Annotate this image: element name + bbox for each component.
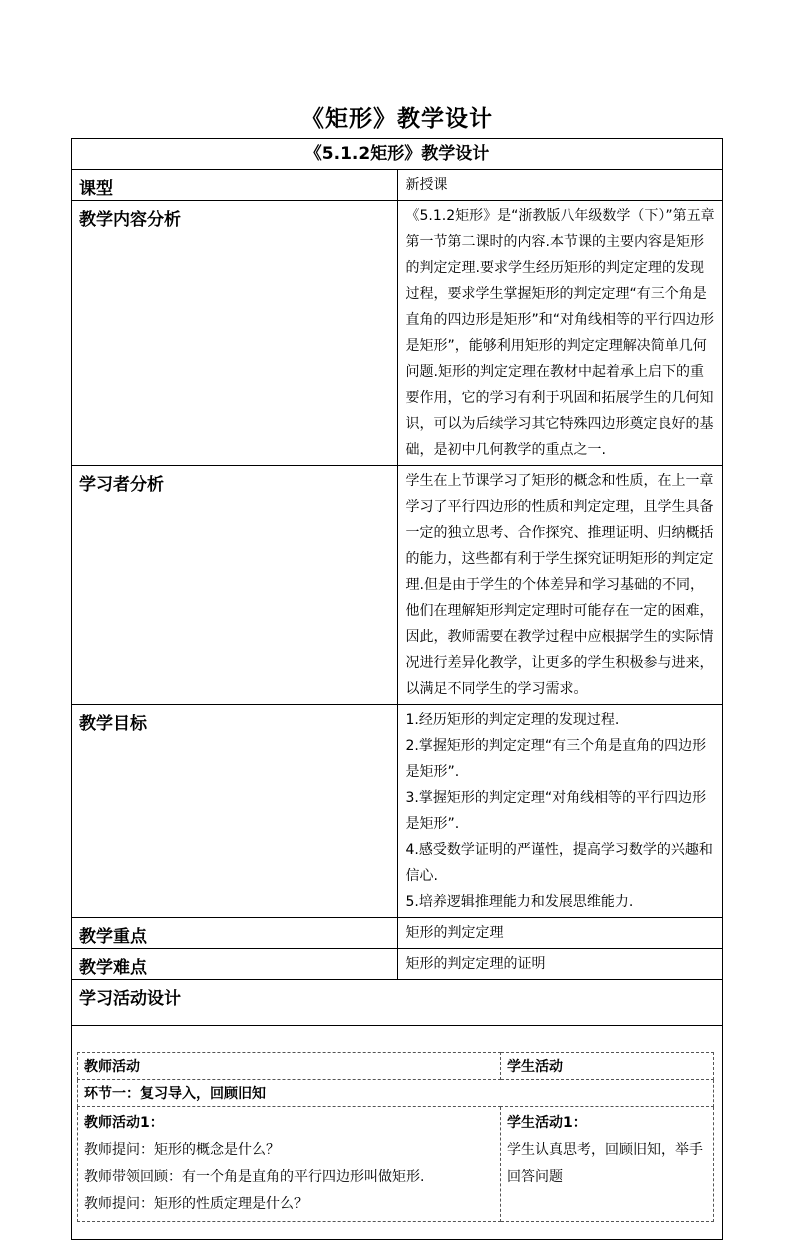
content-analysis-text: 《5.1.2矩形》是“浙教版八年级数学（下）”第五章第一节第二课时的内容.本节课的主要内容是矩形的判定定理.要求学生经历矩形的判定定理的发现过程，要求学生掌握矩形的判定定理“有三个角是直角的四边形是矩形”和“对角线相等的平行四边形是矩形”，能够利用矩形的判定定理解决简单几何问题.矩形的判定定理在教材中起着承上启下的重要作用，它的学习有利于巩固和拓展学生的几何知识，可以为后续学习其它特殊四边形奠定良好的基础，是初中几何教学的重点之一.: [397, 201, 723, 466]
teacher-line: 教师带领回顾：有一个角是直角的平行四边形叫做矩形.: [84, 1169, 425, 1185]
objective-item: 4.感受数学证明的严谨性，提高学习数学的兴趣和信心.: [405, 842, 713, 884]
section-title: 环节一：复习导入，回顾旧知: [78, 1080, 714, 1107]
lesson-type-value: 新授课: [397, 170, 723, 201]
activity-design-heading: 学习活动设计: [72, 980, 723, 1026]
teacher-activity-cell: [78, 1107, 501, 1222]
objectives-list: [397, 705, 723, 918]
student-activity-cell: [501, 1107, 714, 1222]
teacher-line: 教师提问：矩形的概念是什么？: [84, 1142, 280, 1158]
row-label-learner-analysis: 学习者分析: [72, 466, 398, 705]
teacher-activity-header: 教师活动: [78, 1053, 501, 1080]
objective-item: 1.经历矩形的判定定理的发现过程.: [405, 712, 620, 728]
difficulties-value: 矩形的判定定理的证明: [397, 949, 723, 980]
document-title: 《矩形》教学设计: [301, 106, 493, 132]
student-activity-title: 学生活动1：: [507, 1115, 587, 1131]
student-activity-text: 学生认真思考，回顾旧知，举手回答问题: [507, 1142, 703, 1185]
activity-design-area: [72, 1026, 723, 1240]
row-label-lesson-type: 课型: [72, 170, 398, 201]
teacher-activity-title: 教师活动1：: [84, 1115, 164, 1131]
objective-item: 2.掌握矩形的判定定理“有三个角是直角的四边形是矩形”.: [405, 738, 707, 780]
row-label-content-analysis: 教学内容分析: [72, 201, 398, 466]
learner-analysis-text: 学生在上节课学习了矩形的概念和性质，在上一章学习了平行四边形的性质和判定定理，且学生具备一定的独立思考、合作探究、推理证明、归纳概括的能力，这些都有利于学生探究证明矩形的判定定理.但是由于学生的个体差异和学习基础的不同，他们在理解矩形判定定理时可能存在一定的困难，因此，教师需要在教学过程中应根据学生的实际情况进行差异化教学，让更多的学生积极参与进来，以满足不同学生的学习需求。: [397, 466, 723, 705]
row-label-key-points: 教学重点: [72, 918, 398, 949]
teacher-line: 教师提问：矩形的性质定理是什么？: [84, 1196, 308, 1212]
objective-item: 5.培养逻辑推理能力和发展思维能力.: [405, 894, 634, 910]
activity-table: [77, 1052, 714, 1222]
table-header: 《5.1.2矩形》教学设计: [72, 139, 723, 170]
row-label-difficulties: 教学难点: [72, 949, 398, 980]
student-activity-header: 学生活动: [501, 1053, 714, 1080]
key-points-value: 矩形的判定定理: [397, 918, 723, 949]
row-label-objectives: 教学目标: [72, 705, 398, 918]
lesson-plan-table: [71, 138, 723, 1240]
objective-item: 3.掌握矩形的判定定理“对角线相等的平行四边形是矩形”.: [405, 790, 707, 832]
